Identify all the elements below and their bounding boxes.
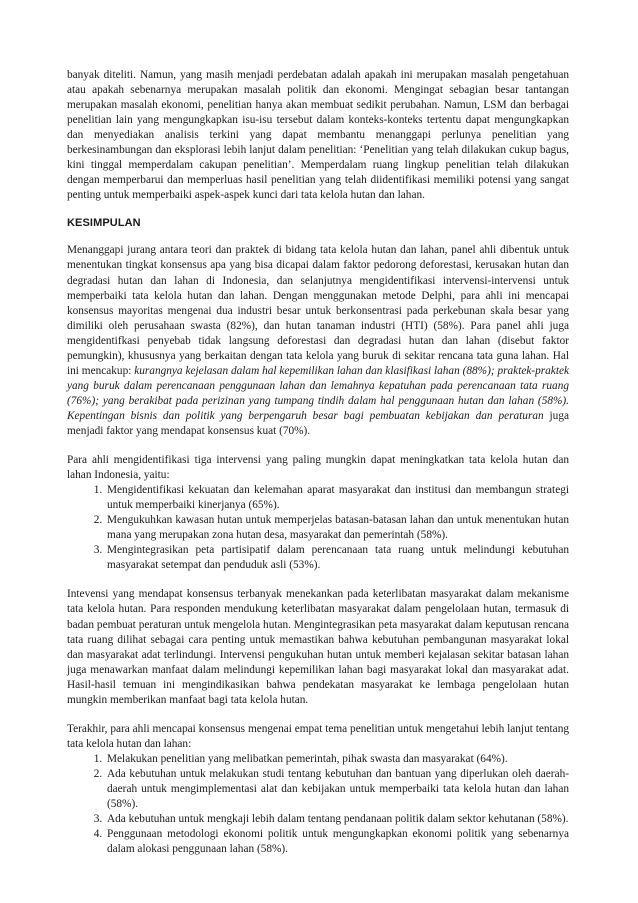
paragraph-italic-text: kurangnya kejelasan dalam hal kepemilikan lahan dan klasifikasi lahan (88%); praktek-praktek yang buruk dalam perencanaan penggunaan lahan dan lemahnya kepatuhan pada perencanaan tata ruang (76%); yang berakibat pada perizinan yang tumpang tindih dalam hal penggunaan hutan dan lahan (58%). Kepentingan bisnis dan politik yang berpengaruh besar bagi pembuatan kebijakan dan peraturan <box>67 364 569 422</box>
conclusion-paragraph-1 <box>67 243 569 439</box>
research-themes-list <box>67 752 569 857</box>
intro-paragraph: banyak diteliti. Namun, yang masih menjadi perdebatan adalah apakah ini merupakan masalah pengetahuan atau apakah sebenarnya merupakan masalah politik dan ekonomi. Mengingat sebagian besar tantangan merupakan masalah ekonomi, penelitian hanya akan membuat sedikit perubahan. Namun, LSM dan berbagai penelitian lain yang mengungkapkan isu-isu tersebut dalam konteks-konteks tertentu dapat mengungkapkan dan menyediakan analisis terkini yang dapat membantu menanggapi perlunya penelitian yang berkesinambungan dan eksplorasi lebih lanjut dalam penelitian: ‘Penelitian yang telah dilakukan cukup bagus, kini tinggal memperdalam cakupan penelitian’. Memperdalam ruang lingkup penelitian telah dilakukan dengan memperbarui dan memperluas hasil penelitian yang telah diidentifikasi memiliki potensi yang sangat penting untuk memperbaiki aspek-aspek kunci dari tata kelola hutan dan lahan. <box>67 69 569 202</box>
list-item: 3. Mengintegrasikan peta partisipatif dalam perencanaan tata ruang untuk melindungi kebutuhan masyarakat setempat dan penduduk asli (53%). <box>105 543 569 573</box>
research-themes-intro: Terakhir, para ahli mencapai konsensus mengenai empat tema penelitian untuk mengetahui lebih lanjut tentang tata kelola hutan dan lahan: <box>67 722 569 750</box>
list-item: 4. Penggunaan metodologi ekonomi politik untuk mengungkapkan ekonomi politik yang sebenarnya dalam alokasi penggunaan lahan (58%). <box>105 827 569 857</box>
list-item: 2. Mengukuhkan kawasan hutan untuk memperjelas batasan-batasan lahan dan untuk menentukan hutan mana yang merupakan zona hutan desa, masyarakat dan pemerintah (58%). <box>105 513 569 543</box>
list-item: 2. Ada kebutuhan untuk melakukan studi tentang kebutuhan dan bantuan yang diperlukan oleh daerah-daerah untuk mengimplementasi alat dan kebijakan untuk memperbaiki tata kelola hutan dan lahan (58%). <box>105 767 569 812</box>
interventions-intro: Para ahli mengidentifikasi tiga intervensi yang paling mungkin dapat meningkatkan tata kelola hutan dan lahan Indonesia, yaitu: <box>67 454 569 482</box>
interventions-list <box>67 483 569 573</box>
paragraph-text-tail: juga menjadi faktor yang mendapat konsensus kuat (70%). <box>67 409 569 437</box>
paragraph-text: Menanggapi jurang antara teori dan praktek di bidang tata kelola hutan dan lahan, panel ahli dibentuk untuk menentukan tingkat konsensus apa yang bisa dicapai dalam faktor pedorong deforestasi, kerusakan hutan dan degradasi hutan dan lahan di Indonesia, dan selanjutnya mengidentifikasi intervensi-intervensi untuk memperbaiki tata kelola hutan dan lahan. Dengan menggunakan metode Delphi, para ahli ini mencapai konsensus mayoritas mengenai dua industri besar untuk berkonsentrasi pada perkebunan skala besar yang dimiliki oleh perusahaan swasta (82%), dan hutan tanaman industri (HTI) (58%). Para panel ahli juga mengidentifkasi penyebab tidak langsung deforestasi dan degradasi hutan dan lahan (disebut faktor pemungkin), khususnya yang berkaitan dengan tata kelola yang buruk di sekitar rencana tata guna lahan. Hal ini mencakup: <box>67 244 569 377</box>
list-item: 1. Mengidentifikasi kekuatan dan kelemahan aparat masyarakat dan institusi dan membangun strategi untuk memperbaiki kinerjanya (65%). <box>105 483 569 513</box>
list-item: 1. Melakukan penelitian yang melibatkan pemerintah, pihak swasta dan masyarakat (64%). <box>105 752 569 767</box>
consensus-paragraph: Intevensi yang mendapat konsensus terbanyak menekankan pada keterlibatan masyarakat dalam mekanisme tata kelola hutan. Para responden mendukung keterlibatan masyarakat dalam pengelolaan hutan, termasuk di badan pembuat peraturan untuk mengelola hutan. Mengintegrasikan peta masyarakat dalam keputusan rencana tata ruang dilihat sebagai cara penting untuk memastikan bahwa kebutuhan pembangunan masyarakat lokal dan masyarakat adat terlindungi. Intervensi pengukuhan hutan untuk memberi kejalasan sekitar batasan lahan juga menawarkan manfaat dalam melindungi kepemilikan lahan bagi masyarakat lokal dan masyarakat adat. Hasil-hasil temuan ini mengindikasikan bahwa pendekatan masyarakat ke lembaga pengelolaan hutan mungkin memberikan manfaat bagi tata kelola hutan. <box>67 588 569 706</box>
list-item: 3. Ada kebutuhan untuk mengkaji lebih dalam tentang pendanaan politik dalam sektor kehutanan (58%). <box>105 812 569 827</box>
section-heading: KESIMPULAN <box>67 217 141 230</box>
